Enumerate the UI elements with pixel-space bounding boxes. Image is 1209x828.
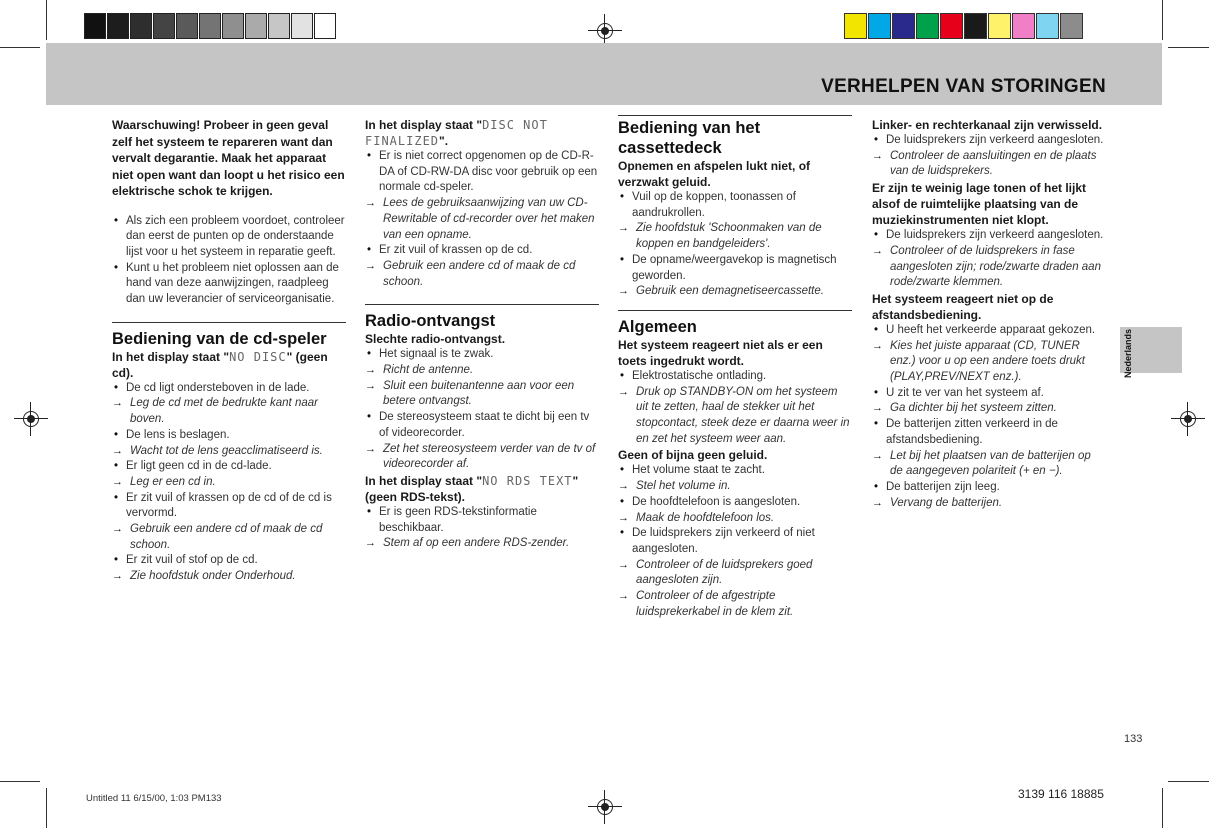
header-band bbox=[46, 43, 1162, 105]
registration-target-icon bbox=[20, 408, 42, 430]
gray-swatch bbox=[291, 13, 313, 39]
section-heading: Algemeen bbox=[618, 310, 852, 337]
remedy-item: → Stem af op een andere RDS-zender. bbox=[365, 536, 599, 552]
remedy-item: → Leg er een cd in. bbox=[112, 475, 346, 491]
color-swatch bbox=[916, 13, 939, 39]
subheading bbox=[365, 117, 599, 149]
gray-swatch bbox=[130, 13, 152, 39]
list-item: • De opname/weergavekop is magnetisch geworden. bbox=[618, 253, 852, 284]
subheading: Geen of bijna geen geluid. bbox=[618, 448, 768, 463]
section-heading: Bediening van de cd-speler bbox=[112, 322, 346, 349]
remedy-item: → Controleer de aansluitingen en de plaats van de luidsprekers. bbox=[872, 149, 1106, 180]
list-item: • De batterijen zitten verkeerd in de afstandsbediening. bbox=[872, 417, 1106, 448]
remedy-item: → Gebruik een andere cd of maak de cd schoon. bbox=[112, 522, 346, 553]
gray-swatch bbox=[176, 13, 198, 39]
gray-swatch bbox=[84, 13, 106, 39]
list-item: • Als zich een probleem voordoet, controleer dan eerst de punten op de onderstaande lijst voor u het systeem in reparatie geeft. bbox=[112, 214, 346, 261]
subheading-text: " (geen RDS-tekst). bbox=[365, 473, 579, 504]
list-item: • Er zit vuil of stof op de cd. bbox=[112, 553, 346, 569]
page-number: 133 bbox=[1124, 733, 1143, 745]
remedy-item: → Controleer of de luidsprekers goed aangesloten zijn. bbox=[618, 558, 852, 589]
column-2 bbox=[365, 117, 599, 552]
registration-target-icon bbox=[1177, 408, 1199, 430]
subheading-text: In het display staat " bbox=[365, 118, 483, 132]
subheading-text: In het display staat " bbox=[365, 473, 483, 488]
remedy-item: → Ga dichter bij het systeem zitten. bbox=[872, 401, 1106, 417]
remedy-item: → Stel het volume in. bbox=[618, 479, 852, 495]
gray-swatch bbox=[314, 13, 336, 39]
subheading bbox=[365, 473, 599, 505]
registration-target-icon bbox=[594, 20, 616, 42]
list-item: • Elektrostatische ontlading. bbox=[618, 369, 852, 385]
list-item: • Er ligt geen cd in de cd-lade. bbox=[112, 459, 346, 475]
list-item: • De luidsprekers zijn verkeerd of niet aangesloten. bbox=[618, 526, 852, 557]
list-item: • Er is niet correct opgenomen op de CD-R-DA of CD-RW-DA disc voor gebruik op een normale cd-speler. bbox=[365, 149, 599, 196]
gray-swatch bbox=[268, 13, 290, 39]
list-item: • De luidsprekers zijn verkeerd aangesloten. bbox=[872, 228, 1106, 244]
remedy-item: → Zet het stereosysteem verder van de tv of videorecorder af. bbox=[365, 442, 599, 473]
remedy-item: → Richt de antenne. bbox=[365, 363, 599, 379]
remedy-item: → Maak de hoofdtelefoon los. bbox=[618, 511, 852, 527]
column-4 bbox=[872, 117, 1106, 511]
list-item: • De batterijen zijn leeg. bbox=[872, 480, 1106, 496]
remedy-item: → Zie hoofdstuk onder Onderhoud. bbox=[112, 569, 346, 585]
remedy-item: → Zie hoofdstuk 'Schoonmaken van de koppen en bandgeleiders'. bbox=[618, 221, 852, 252]
color-swatch bbox=[988, 13, 1011, 39]
footer-code: 3139 116 18885 bbox=[1018, 787, 1104, 801]
color-swatches bbox=[844, 13, 1084, 39]
remedy-item: → Controleer of de luidsprekers in fase aangesloten zijn; rode/zwarte draden aan rode/zwarte klemmen. bbox=[872, 244, 1106, 291]
remedy-item: → Kies het juiste apparaat (CD, TUNER enz.) voor u op een andere toets drukt (PLAY,PREV/NEXT enz.). bbox=[872, 339, 1106, 386]
list-item: • De hoofdtelefoon is aangesloten. bbox=[618, 495, 852, 511]
color-swatch bbox=[892, 13, 915, 39]
remedy-item: → Controleer of de afgestripte luidsprekerkabel in de klem zit. bbox=[618, 589, 852, 620]
column-3 bbox=[618, 117, 852, 620]
remedy-item: → Let bij het plaatsen van de batterijen op de aangegeven polariteit (+ en −). bbox=[872, 449, 1106, 480]
crop-mark bbox=[0, 47, 40, 48]
remedy-item: → Leg de cd met de bedrukte kant naar boven. bbox=[112, 396, 346, 427]
list-item: • U zit te ver van het systeem af. bbox=[872, 386, 1106, 402]
subheading: Het systeem reageert niet als er een toets ingedrukt wordt. bbox=[618, 337, 823, 368]
list-item: • U heeft het verkeerde apparaat gekozen. bbox=[872, 323, 1106, 339]
subheading: Het systeem reageert niet op de afstandsbediening. bbox=[872, 291, 1054, 322]
registration-target-icon bbox=[594, 796, 616, 818]
section-heading: Bediening van het cassettedeck bbox=[618, 115, 852, 158]
crop-mark bbox=[1168, 47, 1209, 48]
list-item: • Het volume staat te zacht. bbox=[618, 463, 852, 479]
crop-mark bbox=[46, 788, 47, 828]
color-swatch bbox=[1036, 13, 1059, 39]
remedy-item: → Wacht tot de lens geacclimatiseerd is. bbox=[112, 444, 346, 460]
lcd-text: NO DISC bbox=[229, 349, 287, 364]
crop-mark bbox=[0, 781, 40, 782]
list-item: • De luidsprekers zijn verkeerd aangesloten. bbox=[872, 133, 1106, 149]
language-tab bbox=[1120, 327, 1182, 379]
remedy-item: → Sluit een buitenantenne aan voor een betere ontvangst. bbox=[365, 379, 599, 410]
list-item: • Het signaal is te zwak. bbox=[365, 347, 599, 363]
subheading: Er zijn te weinig lage tonen of het lijkt alsof de ruimtelijke plaatsing van de muziekinstrumenten niet klopt. bbox=[872, 181, 1087, 228]
crop-mark bbox=[1162, 788, 1163, 828]
remedy-item: → Vervang de batterijen. bbox=[872, 496, 1106, 512]
color-swatch bbox=[868, 13, 891, 39]
subheading: Linker- en rechterkanaal zijn verwisseld. bbox=[872, 118, 1103, 132]
crop-mark bbox=[1162, 0, 1163, 40]
remedy-item: → Druk op STANDBY-ON om het systeem uit te zetten, haal de stekker uit het stopcontact, steek deze er daarna weer in en zet het systeem weer aan. bbox=[618, 385, 852, 448]
crop-mark bbox=[46, 0, 47, 40]
footer-file-info: Untitled 11 6/15/00, 1:03 PM133 bbox=[86, 793, 222, 804]
column-1 bbox=[112, 117, 346, 585]
lcd-text: DISC NOT FINALIZED bbox=[365, 118, 548, 148]
color-swatch bbox=[1012, 13, 1035, 39]
subheading-text: In het display staat " bbox=[112, 349, 230, 364]
gray-swatch bbox=[107, 13, 129, 39]
color-swatch bbox=[1060, 13, 1083, 39]
list-item: • De lens is beslagen. bbox=[112, 428, 346, 444]
list-item: • De stereosysteem staat te dicht bij een tv of videorecorder. bbox=[365, 410, 599, 441]
gray-swatch bbox=[153, 13, 175, 39]
gray-swatch bbox=[245, 13, 267, 39]
list-item: • Kunt u het probleem niet oplossen aan de hand van deze aanwijzingen, raadpleeg dan uw leverancier of serviceorganisatie. bbox=[112, 261, 346, 308]
subheading: Opnemen en afspelen lukt niet, of verzwakt geluid. bbox=[618, 159, 811, 189]
color-swatch bbox=[940, 13, 963, 39]
list-item: • Er is geen RDS-tekstinformatie beschikbaar. bbox=[365, 505, 599, 536]
warning-text: Waarschuwing! Probeer in geen geval zelf het systeem te repareren want dan vervalt degarantie. Maak het apparaat niet open want dan loopt u het risico een elektrische schok te krijgen. bbox=[112, 118, 345, 198]
subheading-text: ". bbox=[439, 134, 449, 148]
list-item: • Er zit vuil of krassen op de cd of de cd is vervormd. bbox=[112, 491, 346, 522]
gray-swatch bbox=[222, 13, 244, 39]
list-item: • De cd ligt ondersteboven in de lade. bbox=[112, 381, 346, 397]
subheading bbox=[112, 349, 346, 381]
page-title: VERHELPEN VAN STORINGEN bbox=[821, 76, 1106, 97]
section-heading: Radio-ontvangst bbox=[365, 304, 599, 331]
remedy-item: → Gebruik een andere cd of maak de cd schoon. bbox=[365, 259, 599, 290]
remedy-item: → Gebruik een demagnetiseercassette. bbox=[618, 284, 852, 300]
list-item: • Er zit vuil of krassen op de cd. bbox=[365, 243, 599, 259]
crop-mark bbox=[1168, 781, 1209, 782]
subheading-text: " (geen cd). bbox=[112, 349, 328, 380]
list-item: • Vuil op de koppen, toonassen of aandrukrollen. bbox=[618, 190, 852, 221]
lcd-text: NO RDS TEXT bbox=[482, 473, 573, 488]
subheading: Slechte radio-ontvangst. bbox=[365, 332, 506, 347]
color-swatch bbox=[844, 13, 867, 39]
gray-swatch bbox=[199, 13, 221, 39]
grayscale-swatches bbox=[84, 13, 337, 39]
color-swatch bbox=[964, 13, 987, 39]
remedy-item: → Lees de gebruiksaanwijzing van uw CD-Rewritable of cd-recorder over het maken van een opname. bbox=[365, 196, 599, 243]
language-tab-label: Nederlands bbox=[1123, 329, 1133, 379]
